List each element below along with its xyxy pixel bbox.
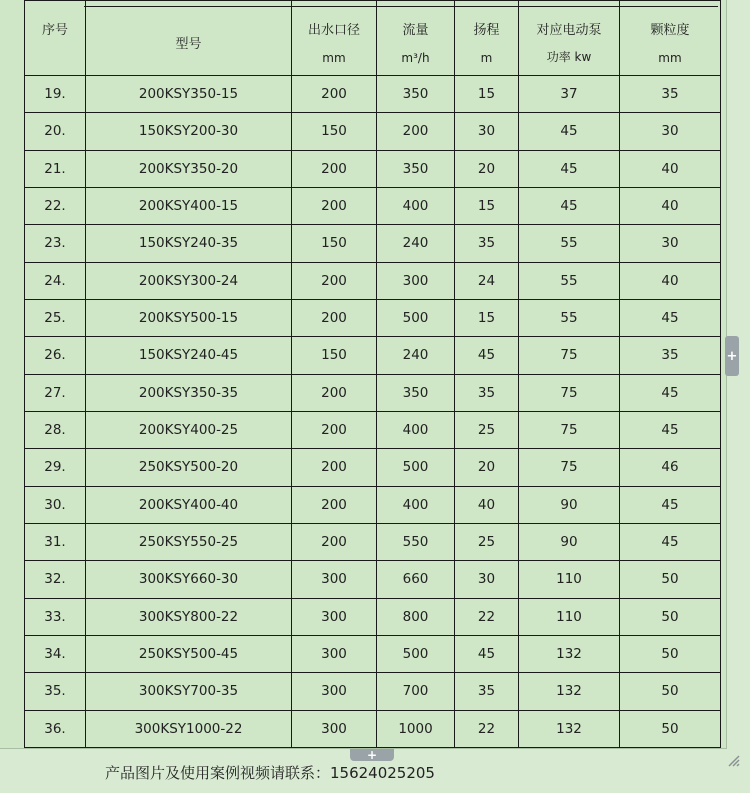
table-cell: 90 (519, 486, 620, 523)
table-cell: 37 (519, 76, 620, 113)
table-cell: 200 (292, 299, 377, 336)
table-cell: 250KSY550-25 (86, 523, 292, 560)
table-cell: 21. (25, 150, 86, 187)
table-row (25, 523, 721, 560)
table-cell: 110 (519, 561, 620, 598)
table-cell: 75 (519, 374, 620, 411)
table-row (25, 710, 721, 747)
column-header-title: 流量 (402, 23, 429, 38)
table-body (25, 76, 721, 748)
column-header-unit: m (480, 51, 493, 65)
contact-footer: 产品图片及使用案例视频请联系：15624025205 (105, 764, 435, 782)
table-cell: 50 (620, 673, 721, 710)
column-header-title: 对应电动泵 (536, 23, 602, 38)
table-cell: 700 (377, 673, 455, 710)
table-cell: 150KSY240-45 (86, 337, 292, 374)
table-cell: 45 (620, 411, 721, 448)
table-row (25, 635, 721, 672)
table-cell: 300 (292, 635, 377, 672)
table-cell: 45 (519, 187, 620, 224)
table-cell: 34. (25, 635, 86, 672)
table-cell: 150KSY200-30 (86, 113, 292, 150)
table-cell: 300KSY1000-22 (86, 710, 292, 747)
table-cell: 50 (620, 561, 721, 598)
table-cell: 200 (292, 523, 377, 560)
table-cell: 350 (377, 76, 455, 113)
table-cell: 35 (455, 374, 519, 411)
table-cell: 300 (292, 710, 377, 747)
table-cell: 40 (455, 486, 519, 523)
table-cell: 40 (620, 187, 721, 224)
table-cell: 23. (25, 225, 86, 262)
table-cell: 150KSY240-35 (86, 225, 292, 262)
table-cell: 110 (519, 598, 620, 635)
table-row (25, 299, 721, 336)
table-cell: 55 (519, 225, 620, 262)
pump-spec-table (24, 0, 721, 748)
table-cell: 300 (377, 262, 455, 299)
table-cell: 25. (25, 299, 86, 336)
table-cell: 30. (25, 486, 86, 523)
table-cell: 75 (519, 337, 620, 374)
table-cell: 35 (620, 337, 721, 374)
column-header-title: 型号 (175, 37, 202, 52)
table-cell: 50 (620, 635, 721, 672)
column-header-title: 出水口径 (307, 23, 360, 38)
column-header-unit: mm (322, 51, 346, 65)
table-cell: 75 (519, 449, 620, 486)
table-row (25, 561, 721, 598)
table-cell: 31. (25, 523, 86, 560)
table-cell: 200KSY500-15 (86, 299, 292, 336)
table-cell: 28. (25, 411, 86, 448)
column-header-4 (455, 1, 519, 76)
column-header-title: 颗粒度 (650, 23, 690, 38)
table-cell: 250KSY500-45 (86, 635, 292, 672)
table-cell: 500 (377, 449, 455, 486)
table-cell: 40 (620, 150, 721, 187)
table-cell: 30 (455, 561, 519, 598)
table-cell: 20 (455, 449, 519, 486)
table-cell: 45 (519, 113, 620, 150)
column-header-unit: mm (658, 51, 682, 65)
table-row (25, 225, 721, 262)
table-cell: 22 (455, 710, 519, 747)
table-cell: 15 (455, 76, 519, 113)
table-cell: 800 (377, 598, 455, 635)
table-cell: 22. (25, 187, 86, 224)
table-row (25, 76, 721, 113)
table-cell: 400 (377, 411, 455, 448)
table-cell: 200KSY350-35 (86, 374, 292, 411)
table-cell: 45 (620, 486, 721, 523)
table-cell: 200 (292, 187, 377, 224)
column-header-title: 扬程 (473, 23, 500, 38)
table-cell: 200KSY400-25 (86, 411, 292, 448)
column-header-6 (620, 1, 721, 76)
table-cell: 45 (455, 337, 519, 374)
table-cell: 45 (519, 150, 620, 187)
table-cell: 45 (620, 299, 721, 336)
table-row (25, 187, 721, 224)
table-row (25, 411, 721, 448)
table-cell: 1000 (377, 710, 455, 747)
table-cell: 300 (292, 673, 377, 710)
table-row (25, 337, 721, 374)
table-cell: 22 (455, 598, 519, 635)
table-cell: 300 (292, 561, 377, 598)
column-header-unit: 功率 kw (546, 50, 592, 64)
column-header-0 (25, 1, 86, 76)
table-header-row (25, 1, 721, 76)
table-cell: 150 (292, 337, 377, 374)
table-cell: 25 (455, 523, 519, 560)
table-cell: 50 (620, 710, 721, 747)
table-cell: 75 (519, 411, 620, 448)
table-cell: 150 (292, 113, 377, 150)
table-cell: 24. (25, 262, 86, 299)
table-cell: 500 (377, 635, 455, 672)
table-cell: 55 (519, 299, 620, 336)
column-header-2 (292, 1, 377, 76)
table-cell: 132 (519, 673, 620, 710)
table-cell: 400 (377, 486, 455, 523)
table-cell: 200 (292, 486, 377, 523)
table-cell: 200 (292, 150, 377, 187)
table-cell: 25 (455, 411, 519, 448)
table-cell: 200KSY400-40 (86, 486, 292, 523)
column-header-5 (519, 1, 620, 76)
table-row (25, 262, 721, 299)
table-cell: 36. (25, 710, 86, 747)
table-cell: 30 (455, 113, 519, 150)
table-row (25, 150, 721, 187)
table-row (25, 673, 721, 710)
table-cell: 30 (620, 113, 721, 150)
table-cell: 200 (292, 411, 377, 448)
table-cell: 26. (25, 337, 86, 374)
table-cell: 200 (292, 449, 377, 486)
table-cell: 45 (620, 523, 721, 560)
table-cell: 500 (377, 299, 455, 336)
table-cell: 300 (292, 598, 377, 635)
table-cell: 24 (455, 262, 519, 299)
expand-column-button[interactable] (725, 336, 739, 376)
table-cell: 20. (25, 113, 86, 150)
table-cell: 200KSY400-15 (86, 187, 292, 224)
table-cell: 46 (620, 449, 721, 486)
table-cell: 35 (455, 673, 519, 710)
table-cell: 32. (25, 561, 86, 598)
table-cell: 27. (25, 374, 86, 411)
table-cell: 300KSY660-30 (86, 561, 292, 598)
table-cell: 35 (455, 225, 519, 262)
resize-handle-icon[interactable] (728, 752, 740, 764)
table-row (25, 113, 721, 150)
table-cell: 240 (377, 225, 455, 262)
table-cell: 350 (377, 374, 455, 411)
table-cell: 35 (620, 76, 721, 113)
column-header-1 (86, 1, 292, 76)
table-row (25, 449, 721, 486)
table-cell: 150 (292, 225, 377, 262)
table-cell: 300KSY800-22 (86, 598, 292, 635)
expand-row-button[interactable] (350, 749, 394, 761)
table-cell: 200 (292, 76, 377, 113)
table-cell: 200KSY350-20 (86, 150, 292, 187)
table-row (25, 598, 721, 635)
table-row (25, 486, 721, 523)
table-cell: 660 (377, 561, 455, 598)
table-cell: 50 (620, 598, 721, 635)
table-cell: 19. (25, 76, 86, 113)
plus-icon: + (366, 748, 378, 762)
table-cell: 45 (620, 374, 721, 411)
table-cell: 29. (25, 449, 86, 486)
table-cell: 33. (25, 598, 86, 635)
table-cell: 240 (377, 337, 455, 374)
table-cell: 40 (620, 262, 721, 299)
column-header-title: 序号 (41, 23, 68, 38)
table-cell: 30 (620, 225, 721, 262)
column-header-unit: m³/h (401, 51, 430, 65)
table-cell: 35. (25, 673, 86, 710)
table-cell: 350 (377, 150, 455, 187)
table-cell: 200 (292, 374, 377, 411)
table-cell: 300KSY700-35 (86, 673, 292, 710)
table-cell: 200KSY350-15 (86, 76, 292, 113)
table-row (25, 374, 721, 411)
table-cell: 90 (519, 523, 620, 560)
table-cell: 200 (377, 113, 455, 150)
table-cell: 250KSY500-20 (86, 449, 292, 486)
table-cell: 400 (377, 187, 455, 224)
table-cell: 15 (455, 299, 519, 336)
table-cell: 20 (455, 150, 519, 187)
table-cell: 200KSY300-24 (86, 262, 292, 299)
column-header-3 (377, 1, 455, 76)
table-cell: 550 (377, 523, 455, 560)
plus-icon: + (726, 348, 738, 364)
table-cell: 15 (455, 187, 519, 224)
table-cell: 45 (455, 635, 519, 672)
table-cell: 55 (519, 262, 620, 299)
table-cell: 132 (519, 635, 620, 672)
table-cell: 200 (292, 262, 377, 299)
table-cell: 132 (519, 710, 620, 747)
